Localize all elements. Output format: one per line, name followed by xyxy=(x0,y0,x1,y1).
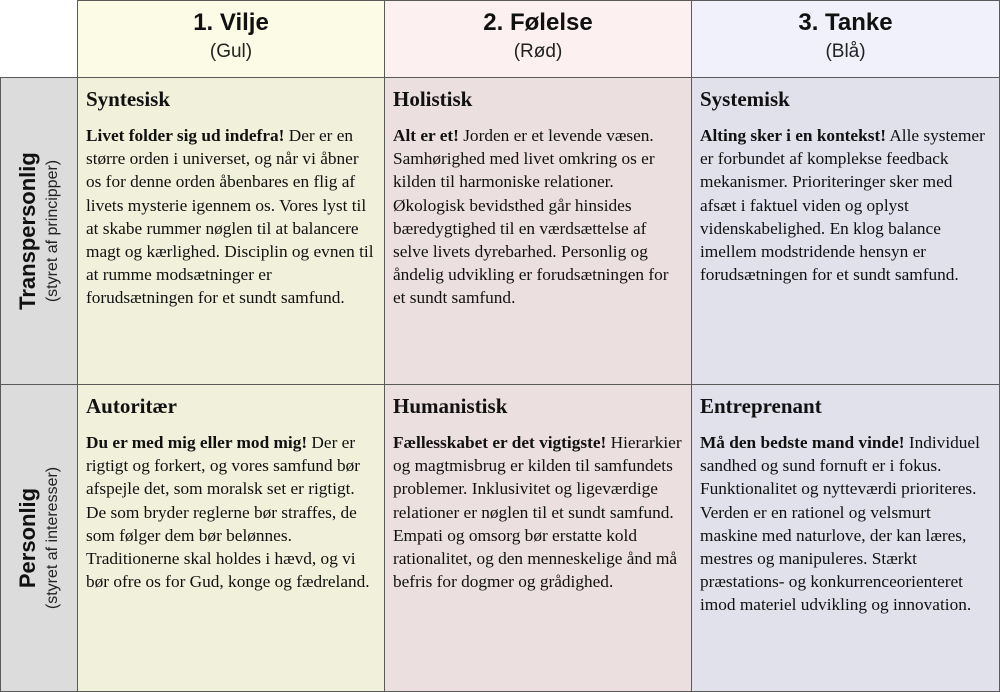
cell-body: Individuel sandhed og sund fornuft er i fokus. Funktionalitet og nytteværdi prioriteres. Verden er en rationel og velsmurt maskine med naturlove, der kan læres, mestres og manipuleres. Stærkt præstations- og konkurrenceorienteret imod materiel udvikling og innovation. xyxy=(700,433,980,615)
column-subtitle: (Gul) xyxy=(209,41,253,62)
cell-lead: Du er med mig eller mod mig! xyxy=(86,433,308,452)
cell-body: Jorden er et levende væsen. Samhørighed med livet omkring os er kilden til harmoniske relationer. Økologisk bevidsthed går hinsides bæredygtighed til en værdsættelse af selve livets dyrebarhed. Personlig og åndelig udvikling er forudsætningen for et sundt samfund. xyxy=(393,126,669,308)
cell-text xyxy=(700,431,991,617)
cell-title: Systemisk xyxy=(700,87,790,111)
row-header-transpersonlig xyxy=(0,78,78,385)
corner-cell xyxy=(0,0,78,78)
column-header-vilje xyxy=(78,0,385,78)
cell-title: Holistisk xyxy=(393,87,473,111)
cell-body: Der er rigtigt og forkert, og vores samfund bør afspejle det, som moralsk set er rigtigt. De som bryder reglerne bør straffes, de som følger dem bør belønnes. Traditionerne skal holdes i hævd, og vi bør ofre os for Gud, konge og fædreland. xyxy=(86,433,370,592)
row-subtitle: (styret af interesser) xyxy=(44,466,61,610)
cell-autoritaer xyxy=(78,385,385,692)
cell-lead: Fællesskabet er det vigtigste! xyxy=(393,433,607,452)
column-subtitle: (Rød) xyxy=(513,41,563,62)
cell-systemisk xyxy=(692,78,1000,385)
cell-text xyxy=(393,124,683,310)
row-subtitle: (styret af principper) xyxy=(44,159,61,303)
cell-lead: Alting sker i en kontekst! xyxy=(700,126,886,145)
row-header-personlig xyxy=(0,385,78,692)
cell-humanistisk xyxy=(385,385,692,692)
cell-body: Alle systemer er forbundet af komplekse feedback mekanismer. Prioriteringer sker med afsæt i faktuel viden og oplyst videnskabelighed. En klog balance imellem modstridende hensyn er forudsætningen for et sundt samfund. xyxy=(700,126,985,285)
row-title: Personlig xyxy=(15,487,40,589)
column-title: 3. Tanke xyxy=(798,9,893,36)
cell-title: Autoritær xyxy=(86,394,177,418)
cell-lead: Må den bedste mand vinde! xyxy=(700,433,905,452)
cell-holistisk xyxy=(385,78,692,385)
cell-title: Entreprenant xyxy=(700,394,822,418)
column-subtitle: (Blå) xyxy=(825,41,866,62)
column-header-tanke xyxy=(692,0,1000,78)
cell-text xyxy=(86,124,376,310)
cell-entreprenant xyxy=(692,385,1000,692)
row-title: Transpersonlig xyxy=(15,152,40,310)
cell-lead: Alt er et! xyxy=(393,126,459,145)
cell-text xyxy=(393,431,683,593)
cell-text xyxy=(700,124,991,286)
column-header-folelse xyxy=(385,0,692,78)
cell-syntesisk xyxy=(78,78,385,385)
column-title: 1. Vilje xyxy=(193,9,269,36)
column-title: 2. Følelse xyxy=(483,9,593,36)
cell-title: Humanistisk xyxy=(393,394,508,418)
cell-lead: Livet folder sig ud indefra! xyxy=(86,126,285,145)
cell-body: Hierarkier og magtmisbrug er kilden til samfundets problemer. Inklusivitet og ligeværdige relationer er nøglen til et sundt samfund. Empati og omsorg bør erstatte kold rationalitet, og den menneskelige ånd må befris for dogmer og grådighed. xyxy=(393,433,682,592)
cell-body: Der er en større orden i universet, og når vi åbner os for denne orden åbenbares en flig af livets mysterie igennem os. Vores lyst til at skabe rummer nøglen til at balancere magt og kærlighed. Disciplin og evnen til at rumme modsætninger er forudsætningen for et sundt samfund. xyxy=(86,126,374,308)
cell-text xyxy=(86,431,376,593)
cell-title: Syntesisk xyxy=(86,87,171,111)
